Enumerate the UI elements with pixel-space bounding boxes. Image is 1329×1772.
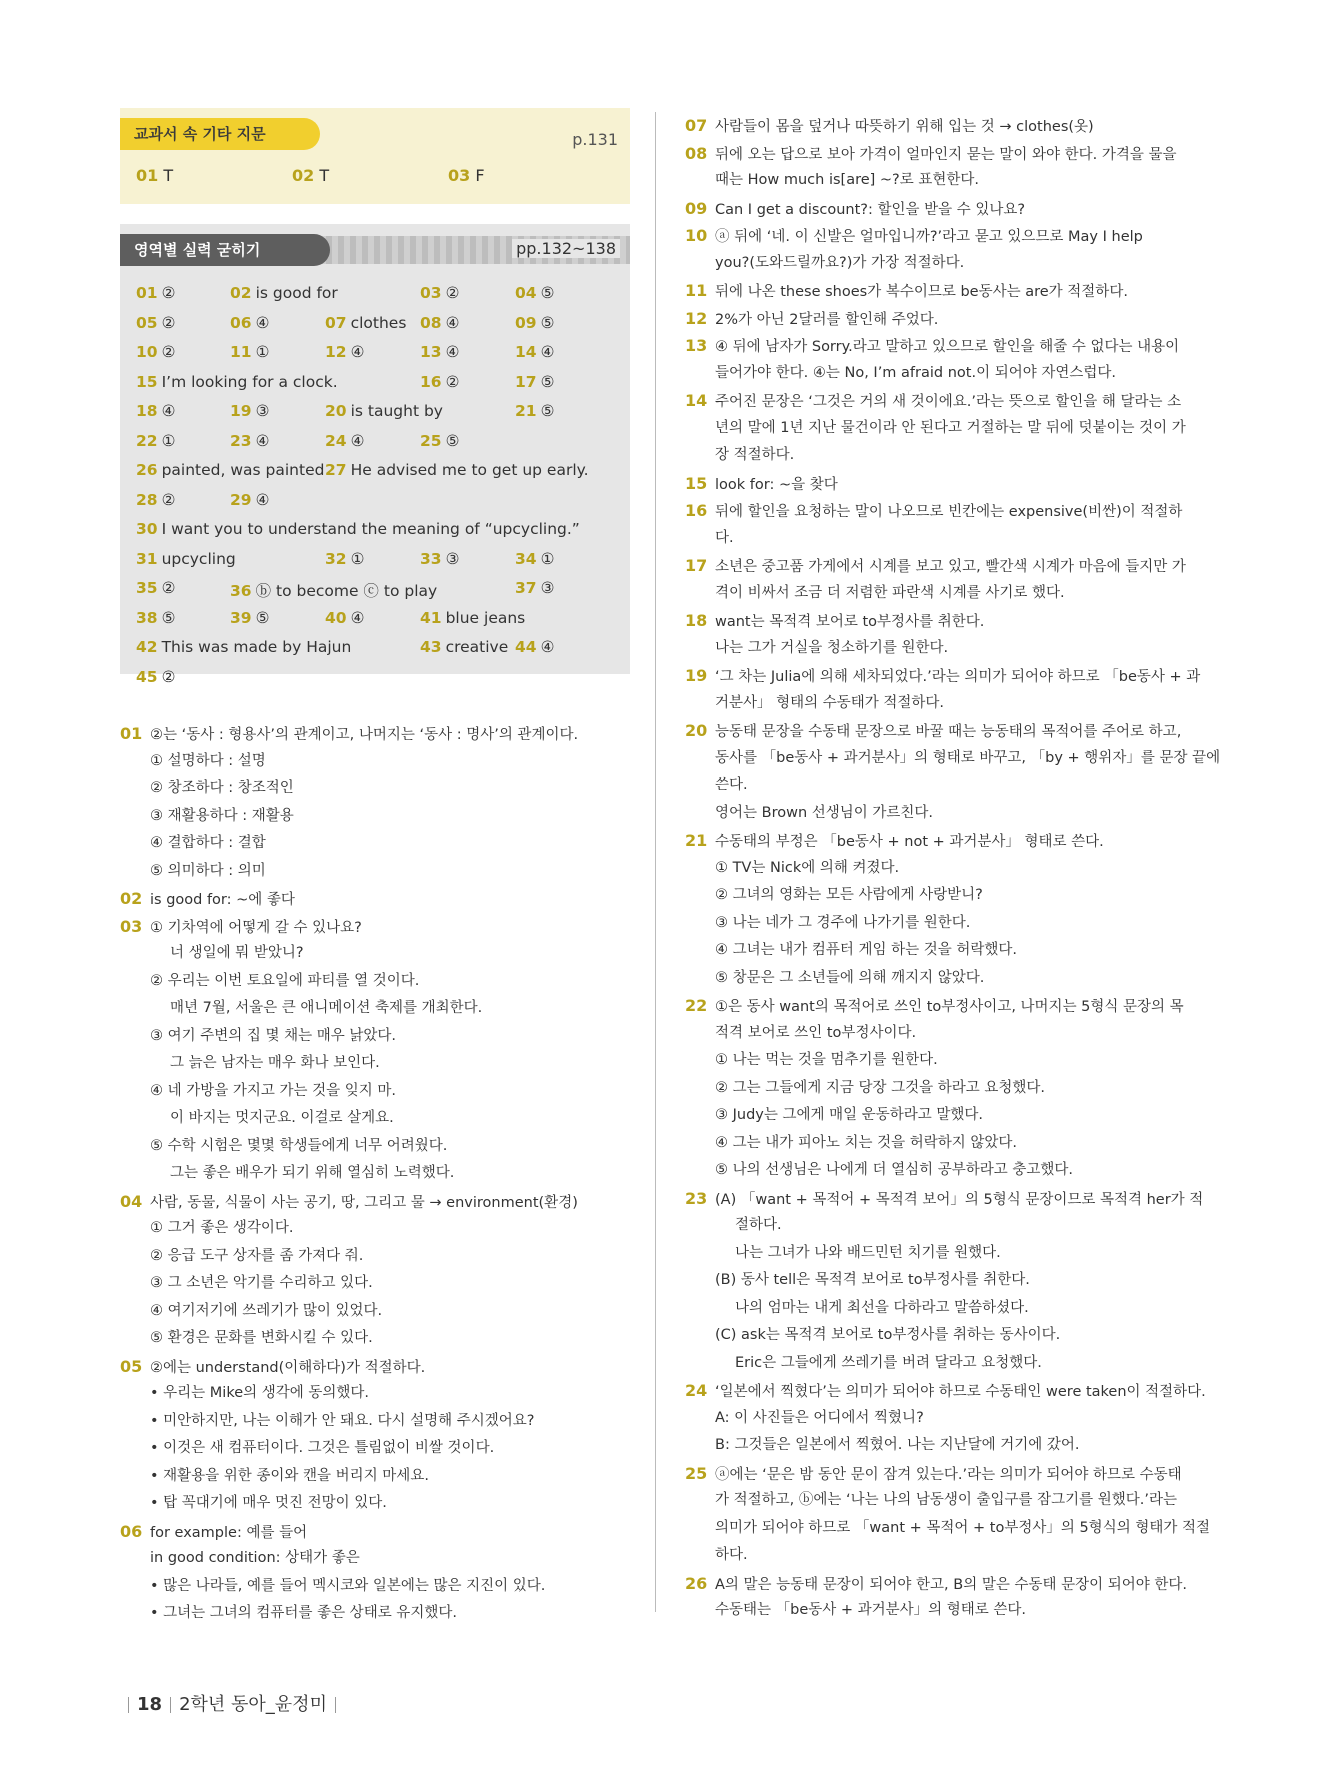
answer-item: 01 ② bbox=[136, 284, 176, 302]
explanation-line: 23 (A) 「want + 목적어 + 목적격 보어」의 5형식 문장이므로 목적격 her가 적 bbox=[685, 1188, 1204, 1208]
answer-item: 10 ② bbox=[136, 343, 176, 361]
answer-item: 07 clothes bbox=[325, 313, 407, 332]
answer-item: 01 T bbox=[136, 166, 174, 185]
answer-item: 31 upcycling bbox=[136, 549, 236, 568]
answer-item: 28 ② bbox=[136, 490, 176, 509]
explanation-line: ③ 그 소년은 악기를 수리하고 있다. bbox=[150, 1275, 373, 1291]
page-ref: pp.132~138 bbox=[512, 239, 620, 258]
explanation-line: ⑤ 수학 시험은 몇몇 학생들에게 너무 어려웠다. bbox=[150, 1137, 448, 1154]
explanation-line: 04 사람, 동물, 식물이 사는 공기, 땅, 그리고 물 → environment(환경) bbox=[120, 1191, 578, 1211]
explanation-line: ④ 네 가방을 가지고 가는 것을 잊지 마. bbox=[150, 1082, 396, 1099]
explanation-line: 적격 보어로 쓰인 to부정사이다. bbox=[715, 1024, 917, 1041]
explanation-line: • 많은 나라들, 예를 들어 멕시코와 일본에는 많은 지진이 있다. bbox=[150, 1577, 546, 1594]
explanation-line: 나의 엄마는 내게 최선을 다하라고 말씀하셨다. bbox=[735, 1299, 1029, 1316]
explanation-line: ① 그거 좋은 생각이다. bbox=[150, 1220, 294, 1236]
textbook-passage-box bbox=[120, 108, 630, 204]
explanation-line: ③ Judy는 그에게 매일 운동하라고 말했다. bbox=[715, 1107, 984, 1123]
explanation-line: 거분사」 형태의 수동태가 적절하다. bbox=[715, 694, 945, 711]
explanation-line: 영어는 Brown 선생님이 가르친다. bbox=[715, 804, 934, 821]
answer-item: 30 I want you to understand the meaning of “upcycling.” bbox=[136, 520, 580, 538]
explanation-line: 12 2%가 아닌 2달러를 할인해 주었다. bbox=[685, 308, 939, 328]
explanation-line: • 우리는 Mike의 생각에 동의했다. bbox=[150, 1385, 370, 1401]
explanation-line: B: 그것들은 일본에서 찍혔어. 나는 지난달에 거기에 갔어. bbox=[715, 1437, 1080, 1453]
explanation-line: 수동태는 「be동사 + 과거분사」의 형태로 쓴다. bbox=[715, 1602, 1027, 1618]
answer-item: 17 ⑤ bbox=[515, 372, 555, 391]
explanation-line: (C) ask는 목적격 보어로 to부정사를 취하는 동사이다. bbox=[715, 1327, 1061, 1343]
explanation-line: 너 생일에 뭐 받았니? bbox=[170, 945, 304, 961]
answer-item: 37 ③ bbox=[515, 579, 555, 597]
section-title: 교과서 속 기타 지문 bbox=[120, 118, 320, 150]
explanation-line: 05 ②에는 understand(이해하다)가 적절하다. bbox=[120, 1356, 426, 1376]
explanation-line: ④ 결합하다 : 결합 bbox=[150, 835, 266, 851]
answer-item: 15 I’m looking for a clock. bbox=[136, 372, 338, 391]
explanation-line: 09 Can I get a discount?: 할인을 받을 수 있나요? bbox=[685, 198, 1026, 218]
explanation-line: 매년 7월, 서울은 큰 애니메이션 축제를 개최한다. bbox=[170, 1000, 483, 1016]
answer-item: 13 ④ bbox=[420, 343, 460, 361]
explanation-line: 06 for example: 예를 들어 bbox=[120, 1521, 308, 1541]
explanation-line: 때는 How much is[are] ~?로 표현한다. bbox=[715, 172, 980, 188]
explanation-line: (B) 동사 tell은 목적격 보어로 to부정사를 취한다. bbox=[715, 1272, 1030, 1288]
answer-item: 06 ④ bbox=[230, 313, 270, 332]
explanation-line: 쓴다. bbox=[715, 777, 748, 793]
answer-item: 25 ⑤ bbox=[420, 431, 460, 450]
explanation-line: • 미안하지만, 나는 이해가 안 돼요. 다시 설명해 주시겠어요? bbox=[150, 1412, 535, 1429]
explanation-line: ② 그는 그들에게 지금 당장 그것을 하라고 요청했다. bbox=[715, 1079, 1046, 1096]
explanation-line: 01 ②는 ‘동사 : 형용사’의 관계이고, 나머지는 ‘동사 : 명사’의 관계이다. bbox=[120, 724, 579, 743]
explanation-line: ④ 그녀는 내가 컴퓨터 게임 하는 것을 허락했다. bbox=[715, 942, 1017, 958]
explanation-line: 그는 좋은 배우가 되기 위해 열심히 노력했다. bbox=[170, 1165, 455, 1181]
answer-item: 12 ④ bbox=[325, 343, 365, 361]
answer-item: 39 ⑤ bbox=[230, 608, 270, 627]
answer-item: 34 ① bbox=[515, 549, 555, 568]
section-title: 영역별 실력 굳히기 bbox=[120, 234, 330, 266]
explanation-line: ③ 재활용하다 : 재활용 bbox=[150, 807, 294, 824]
explanation-line: 나는 그가 거실을 청소하기를 원한다. bbox=[715, 639, 949, 656]
explanation-line: ⑤ 의미하다 : 의미 bbox=[150, 862, 266, 879]
answer-item: 26 painted, was painted bbox=[136, 461, 325, 479]
explanation-line: 21 수동태의 부정은 「be동사 + not + 과거분사」 형태로 쓴다. bbox=[685, 831, 1104, 850]
explanation-line: Eric은 그들에게 쓰레기를 버려 달라고 요청했다. bbox=[735, 1354, 1042, 1371]
answer-item: 05 ② bbox=[136, 313, 176, 332]
explanation-line: 격이 비싸서 조금 더 저렴한 파란색 시계를 사기로 했다. bbox=[715, 584, 1065, 601]
answer-item: 33 ③ bbox=[420, 549, 460, 568]
explanation-line: 18 want는 목적격 보어로 to부정사를 취한다. bbox=[685, 611, 985, 630]
explanation-line: 동사를 「be동사 + 과거분사」의 형태로 바꾸고, 「by + 행위자」를 문장 끝에 bbox=[715, 749, 1221, 766]
explanation-line: 14 주어진 문장은 ‘그것은 거의 새 것이에요.’라는 뜻으로 할인을 해 달라는 소 bbox=[685, 391, 1182, 410]
explanation-line: ② 그녀의 영화는 모든 사람에게 사랑받니? bbox=[715, 887, 983, 903]
explanation-line: 10 ⓐ 뒤에 ‘네. 이 신발은 얼마입니까?’라고 묻고 있으므로 May I help bbox=[685, 226, 1143, 245]
explanation-line: 하다. bbox=[715, 1547, 748, 1563]
explanation-line: • 그녀는 그녀의 컴퓨터를 좋은 상태로 유지했다. bbox=[150, 1605, 457, 1621]
explanation-line: 19 ‘그 차는 Julia에 의해 세차되었다.’라는 의미가 되어야 하므로 「be동사 + 과 bbox=[685, 666, 1201, 685]
explanation-line: 그 늙은 남자는 매우 화나 보인다. bbox=[170, 1055, 380, 1071]
answer-item: 44 ④ bbox=[515, 638, 555, 656]
page-ref: p.131 bbox=[572, 130, 618, 149]
explanation-line: 03 ① 기차역에 어떻게 갈 수 있나요? bbox=[120, 916, 362, 936]
explanation-line: 17 소년은 중고품 가게에서 시계를 보고 있고, 빨간색 시계가 마음에 들지만 가 bbox=[685, 556, 1186, 575]
answer-item: 09 ⑤ bbox=[515, 313, 555, 332]
explanation-line: 24 ‘일본에서 찍혔다’는 의미가 되어야 하므로 수동태인 were taken이 적절하다. bbox=[685, 1381, 1206, 1400]
answer-item: 36 ⓑ to become ⓒ to play bbox=[230, 582, 438, 600]
answer-item: 03 ② bbox=[420, 284, 460, 302]
answer-item: 02 is good for bbox=[230, 284, 338, 302]
explanation-line: 의미가 되어야 하므로 「want + 목적어 + to부정사」의 5형식의 형태가 적절 bbox=[715, 1519, 1210, 1536]
explanation-line: 년의 말에 1년 지난 물건이라 안 된다고 거절하는 말 뒤에 덧붙이는 것이 가 bbox=[715, 419, 1186, 436]
answer-row bbox=[136, 166, 604, 185]
explanation-line: 13 ④ 뒤에 남자가 Sorry.라고 말하고 있으므로 할인을 해줄 수 없다는 내용이 bbox=[685, 336, 1180, 355]
page-number: 18 bbox=[137, 1694, 163, 1715]
answer-item: 21 ⑤ bbox=[515, 402, 555, 420]
explanation-line: in good condition: 상태가 좋은 bbox=[150, 1550, 360, 1566]
explanation-line: ② 응급 도구 상자를 좀 가져다 줘. bbox=[150, 1247, 364, 1264]
explanation-line: 16 뒤에 할인을 요청하는 말이 나오므로 빈칸에는 expensive(비싼)이 적절하 bbox=[685, 501, 1183, 520]
footer-text: 2학년 동아_윤정미 bbox=[179, 1694, 327, 1715]
explanation-line: 장 적절하다. bbox=[715, 447, 795, 463]
answer-item: 16 ② bbox=[420, 372, 460, 391]
answer-item: 18 ④ bbox=[136, 402, 176, 420]
answer-item: 04 ⑤ bbox=[515, 284, 555, 302]
answer-item: 43 creative bbox=[420, 638, 509, 656]
explanation-line: 07 사람들이 몸을 덮거나 따뜻하기 위해 입는 것 → clothes(옷) bbox=[685, 116, 1094, 135]
explanation-line: ② 창조하다 : 창조적인 bbox=[150, 780, 294, 796]
explanation-line: • 이것은 새 컴퓨터이다. 그것은 틀림없이 비쌀 것이다. bbox=[150, 1440, 495, 1456]
answer-item: 41 blue jeans bbox=[420, 608, 526, 627]
explanation-line: ④ 여기저기에 쓰레기가 많이 있었다. bbox=[150, 1302, 383, 1319]
answer-item: 11 ① bbox=[230, 343, 270, 361]
skill-answer-box bbox=[120, 224, 630, 686]
explanation-line: • 재활용을 위한 종이와 캔을 버리지 마세요. bbox=[150, 1467, 429, 1484]
explanation-line: • 탑 꼭대기에 매우 멋진 전망이 있다. bbox=[150, 1495, 387, 1511]
explanation-line: 08 뒤에 오는 답으로 보아 가격이 얼마인지 묻는 말이 와야 한다. 가격을 물을 bbox=[685, 143, 1177, 163]
explanation-line: 20 능동태 문장을 수동태 문장으로 바꿀 때는 능동태의 목적어를 주어로 하고, bbox=[685, 721, 1182, 740]
right-explanations bbox=[685, 112, 1221, 1625]
answer-item: 20 is taught by bbox=[325, 402, 443, 420]
answer-item: 35 ② bbox=[136, 579, 176, 597]
answer-item: 40 ④ bbox=[325, 608, 365, 627]
explanation-line: you?(도와드릴까요?)가 가장 적절하다. bbox=[715, 254, 965, 271]
explanation-line: 26 A의 말은 능동태 문장이 되어야 한고, B의 말은 수동태 문장이 되어야 한다. bbox=[685, 1573, 1187, 1593]
explanation-line: ⑤ 환경은 문화를 변화시킬 수 있다. bbox=[150, 1330, 373, 1346]
answer-item: 08 ④ bbox=[420, 313, 460, 332]
explanation-line: 22 ①은 동사 want의 목적어로 쓰인 to부정사이고, 나머지는 5형식 문장의 목 bbox=[685, 996, 1184, 1015]
answer-item: 27 He advised me to get up early. bbox=[325, 461, 589, 479]
answer-item: 22 ① bbox=[136, 431, 176, 450]
answer-item: 03 F bbox=[448, 166, 485, 185]
explanation-line: ⑤ 창문은 그 소년들에 의해 깨지지 않았다. bbox=[715, 969, 985, 986]
explanation-line: ③ 여기 주변의 집 몇 채는 매우 낡았다. bbox=[150, 1027, 396, 1044]
answer-item: 38 ⑤ bbox=[136, 608, 176, 627]
answer-item: 42 This was made by Hajun bbox=[136, 638, 352, 656]
explanation-line: 25 ⓐ에는 ‘문은 밤 동안 문이 잠겨 있는다.’라는 의미가 되어야 하므로 수동태 bbox=[685, 1463, 1182, 1483]
explanation-line: ① 나는 먹는 것을 멈추기를 원한다. bbox=[715, 1052, 938, 1068]
left-explanations bbox=[120, 720, 640, 1628]
left-column bbox=[120, 108, 630, 686]
explanation-line: ③ 나는 네가 그 경주에 나가기를 원한다. bbox=[715, 914, 971, 931]
column-divider bbox=[655, 112, 656, 1612]
answer-item: 14 ④ bbox=[515, 343, 555, 361]
explanation-line: 02 is good for: ~에 좋다 bbox=[120, 889, 295, 908]
explanation-line: 11 뒤에 나온 these shoes가 복수이므로 be동사는 are가 적절하다. bbox=[685, 281, 1128, 300]
answer-item: 45 ② bbox=[136, 667, 176, 686]
answer-item: 29 ④ bbox=[230, 490, 270, 509]
explanation-line: ⑤ 나의 선생님은 나에게 더 열심히 공부하라고 충고했다. bbox=[715, 1162, 1074, 1178]
answer-item: 02 T bbox=[292, 166, 330, 185]
explanation-line: 15 look for: ~을 찾다 bbox=[685, 473, 838, 493]
explanation-line: 절하다. bbox=[735, 1217, 782, 1233]
answer-item: 23 ④ bbox=[230, 431, 270, 450]
explanation-line: 들어가야 한다. ④는 No, I’m afraid not.이 되어야 자연스럽다. bbox=[715, 364, 1116, 381]
explanation-line: 다. bbox=[715, 529, 734, 546]
explanation-line: A: 이 사진들은 어디에서 찍혔니? bbox=[715, 1409, 924, 1426]
explanation-line: ① 설명하다 : 설명 bbox=[150, 752, 266, 769]
answer-item: 24 ④ bbox=[325, 431, 365, 450]
explanation-line: ① TV는 Nick에 의해 켜졌다. bbox=[715, 859, 900, 876]
answer-item: 19 ③ bbox=[230, 402, 270, 420]
answer-item: 32 ① bbox=[325, 549, 365, 568]
explanation-line: 가 적절하고, ⓑ에는 ‘나는 나의 남동생이 출입구를 잠그기를 원했다.’라는 bbox=[715, 1492, 1178, 1508]
explanation-line: ② 우리는 이번 토요일에 파티를 열 것이다. bbox=[150, 972, 420, 989]
explanation-line: ④ 그는 내가 피아노 치는 것을 허락하지 않았다. bbox=[715, 1134, 1017, 1151]
page-footer bbox=[120, 1690, 344, 1716]
explanation-line: 이 바지는 멋지군요. 이걸로 살게요. bbox=[170, 1110, 394, 1126]
explanation-line: 나는 그녀가 나와 배드민턴 치기를 원했다. bbox=[735, 1244, 1001, 1261]
